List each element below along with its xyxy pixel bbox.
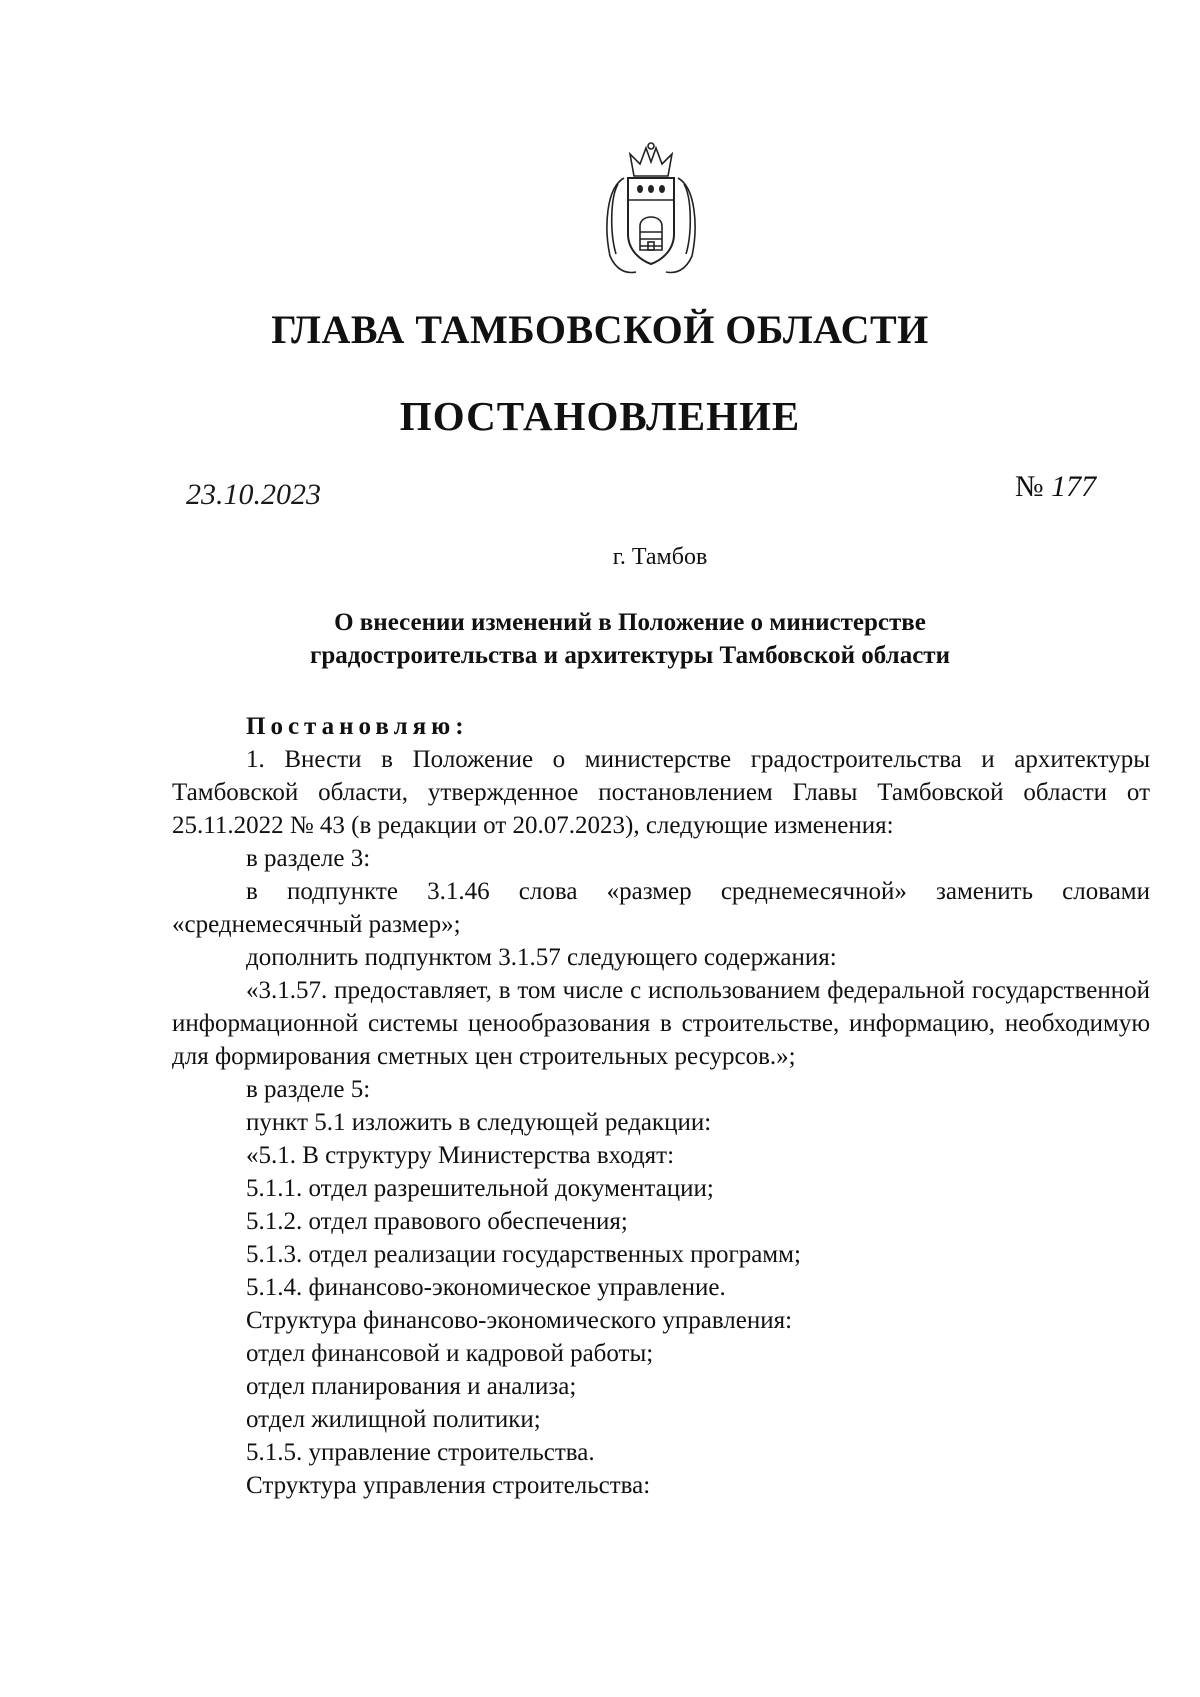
resolve-heading: Постановляю: <box>246 713 469 740</box>
paragraph-1: 1. Внести в Положение о министерстве градостроительства и архитектуры Тамбовской области, утвержденное постановлением Главы Тамбовской области от 25.11.2022 № 43 (в редакции от 20.07.2023), следующие изменения: <box>172 746 1150 839</box>
document-body <box>172 710 1150 1502</box>
issuing-authority: ГЛАВА ТАМБОВСКОЙ ОБЛАСТИ <box>271 307 929 352</box>
clause-51: «5.1. В структуру Министерства входят: <box>246 1142 675 1169</box>
coat-of-arms-emblem <box>596 138 706 278</box>
document-title <box>230 606 1030 672</box>
clause-513: 5.1.3. отдел реализации государственных программ; <box>246 1241 801 1268</box>
document-type: ПОСТАНОВЛЕНИЕ <box>399 393 801 439</box>
add-subclause-3157: дополнить подпунктом 3.1.57 следующего содержания: <box>246 944 837 971</box>
clause-514: 5.1.4. финансово-экономическое управление. <box>246 1274 726 1301</box>
subclause-3157-text: «3.1.57. предоставляет, в том числе с использованием федеральной государственной информационной системы ценообразования в строительстве, информацию, необходимую для формирования сметных цен строительных ресурсов.»; <box>172 977 1150 1070</box>
city-name: г. Тамбов <box>612 544 708 570</box>
finance-dept-1: отдел финансовой и кадровой работы; <box>246 1340 654 1367</box>
title-line-1: О внесении изменений в Положение о министерстве <box>334 609 926 636</box>
finance-structure-heading: Структура финансово-экономического управления: <box>246 1307 793 1334</box>
number-sign: № <box>1015 470 1044 503</box>
clause-515: 5.1.5. управление строительства. <box>246 1439 595 1466</box>
clause-512: 5.1.2. отдел правового обеспечения; <box>246 1208 628 1235</box>
finance-dept-3: отдел жилищной политики; <box>246 1406 541 1433</box>
clause-51-intro: пункт 5.1 изложить в следующей редакции: <box>246 1109 712 1136</box>
finance-dept-2: отдел планирования и анализа; <box>246 1373 577 1400</box>
subclause-3146: в подпункте 3.1.46 слова «размер среднемесячной» заменить словами «среднемесячный размер»; <box>172 878 1150 938</box>
section-3-heading: в разделе 3: <box>246 845 371 872</box>
document-number <box>1015 470 1096 504</box>
title-line-2: градостроительства и архитектуры Тамбовской области <box>310 642 950 669</box>
section-5-heading: в разделе 5: <box>246 1076 371 1103</box>
document-date: 23.10.2023 <box>186 478 321 511</box>
number-value: 177 <box>1051 470 1097 503</box>
construction-structure-heading: Структура управления строительства: <box>246 1472 651 1499</box>
clause-511: 5.1.1. отдел разрешительной документации; <box>246 1175 714 1202</box>
